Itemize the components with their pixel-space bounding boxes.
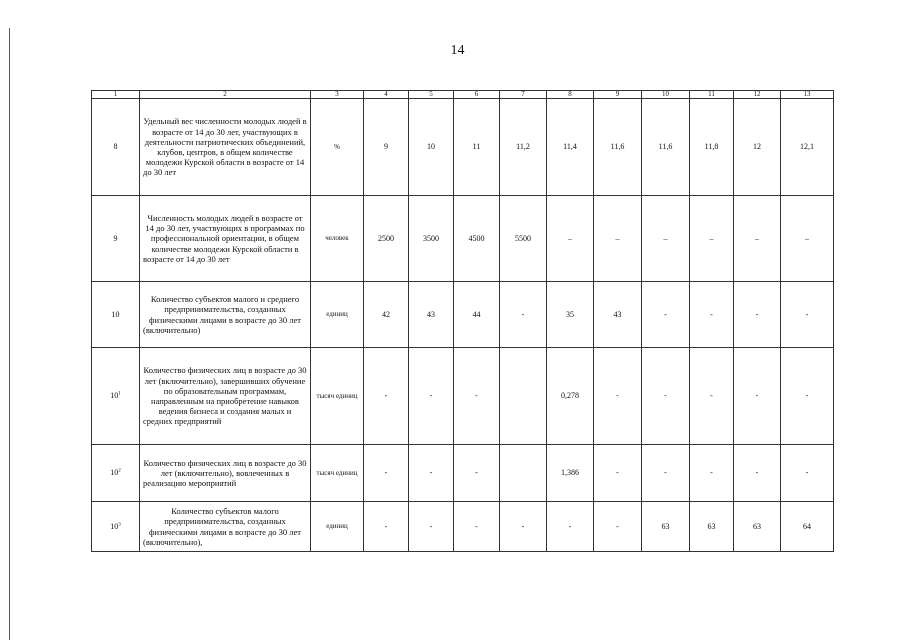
value-cell: -	[500, 502, 547, 552]
value-cell: –	[781, 196, 834, 282]
row-number-text: 10	[110, 521, 119, 531]
value-cell: -	[364, 502, 409, 552]
table-row	[92, 196, 834, 282]
table-row	[92, 502, 834, 552]
value-cell: 63	[734, 502, 781, 552]
value-cell: -	[454, 502, 500, 552]
value-cell: -	[364, 445, 409, 502]
indicator-description: Количество физических лиц в возрасте до 30 лет (включительно), завершивших обучение по образовательным программам, направленным на приобретение навыков ведения бизнеса и создания малых и средних предприятий	[140, 348, 311, 445]
value-cell: -	[454, 445, 500, 502]
value-cell: -	[409, 445, 454, 502]
table-row	[92, 282, 834, 348]
unit-of-measure: тысяч единиц	[311, 348, 364, 445]
value-cell: 63	[642, 502, 690, 552]
value-cell: 5500	[500, 196, 547, 282]
table-row	[92, 99, 834, 196]
table-row	[92, 348, 834, 445]
value-cell: 11,6	[642, 99, 690, 196]
row-number-text: 9	[113, 233, 118, 243]
unit-of-measure: единиц	[311, 502, 364, 552]
unit-of-measure: %	[311, 99, 364, 196]
value-cell: -	[409, 502, 454, 552]
value-cell: –	[547, 196, 594, 282]
value-cell: 4500	[454, 196, 500, 282]
row-number-text: 10	[111, 309, 120, 319]
row-number-superscript: 3	[118, 522, 121, 528]
value-cell: 63	[690, 502, 734, 552]
row-number	[92, 282, 140, 348]
table-row	[92, 445, 834, 502]
value-cell: -	[690, 445, 734, 502]
value-cell: -	[547, 502, 594, 552]
value-cell: 43	[409, 282, 454, 348]
value-cell: 35	[547, 282, 594, 348]
value-cell: -	[734, 282, 781, 348]
column-header-4: 4	[364, 91, 409, 99]
column-header-6: 6	[454, 91, 500, 99]
row-number	[92, 99, 140, 196]
value-cell: 43	[594, 282, 642, 348]
indicator-description: Численность молодых людей в возрасте от 14 до 30 лет, участвующих в программах по профессиональной ориентации, в общем количестве молодежи Курской области в возрасте от 14 до 30 лет	[140, 196, 311, 282]
row-number-superscript: 2	[118, 468, 121, 474]
value-cell: 0,278	[547, 348, 594, 445]
value-cell: 10	[409, 99, 454, 196]
indicator-description: Удельный вес численности молодых людей в возрасте от 14 до 30 лет, участвующих в деятельности патриотических объединений, клубов, центров, в общем количестве молодежи Курской области в возрасте от 14 до 30 лет	[140, 99, 311, 196]
row-number-text: 10	[110, 468, 119, 478]
row-number-superscript: 1	[118, 391, 121, 397]
value-cell: 11,4	[547, 99, 594, 196]
value-cell: 9	[364, 99, 409, 196]
value-cell: 11,8	[690, 99, 734, 196]
value-cell: 44	[454, 282, 500, 348]
value-cell: -	[642, 348, 690, 445]
value-cell: –	[642, 196, 690, 282]
value-cell: -	[781, 445, 834, 502]
row-number-text: 10	[110, 391, 119, 401]
value-cell: 11,2	[500, 99, 547, 196]
value-cell: -	[781, 348, 834, 445]
value-cell: -	[454, 348, 500, 445]
value-cell: -	[690, 282, 734, 348]
scan-edge-line	[9, 28, 10, 640]
value-cell: 3500	[409, 196, 454, 282]
indicator-description: Количество субъектов малого и среднего предпринимательства, созданных физическими лицами в возрасте до 30 лет (включительно)	[140, 282, 311, 348]
value-cell: -	[642, 445, 690, 502]
column-header-11: 11	[690, 91, 734, 99]
column-header-3: 3	[311, 91, 364, 99]
value-cell: 11	[454, 99, 500, 196]
value-cell: 12	[734, 99, 781, 196]
column-header-10: 10	[642, 91, 690, 99]
value-cell: 1,386	[547, 445, 594, 502]
indicator-description: Количество физических лиц в возрасте до 30 лет (включительно), вовлеченных в реализацию мероприятий	[140, 445, 311, 502]
value-cell: -	[594, 348, 642, 445]
value-cell: 64	[781, 502, 834, 552]
column-header-7: 7	[500, 91, 547, 99]
indicator-description: Количество субъектов малого предпринимательства, созданных физическими лицами в возрасте до 30 лет (включительно),	[140, 502, 311, 552]
row-number	[92, 348, 140, 445]
value-cell: –	[734, 196, 781, 282]
value-cell: 2500	[364, 196, 409, 282]
column-header-8: 8	[547, 91, 594, 99]
column-header-2: 2	[140, 91, 311, 99]
value-cell: -	[781, 282, 834, 348]
value-cell: -	[642, 282, 690, 348]
column-header-9: 9	[594, 91, 642, 99]
value-cell: -	[734, 348, 781, 445]
column-header-12: 12	[734, 91, 781, 99]
value-cell: -	[500, 282, 547, 348]
value-cell: 42	[364, 282, 409, 348]
value-cell: -	[690, 348, 734, 445]
value-cell	[500, 445, 547, 502]
page-number: 14	[450, 43, 465, 58]
value-cell: –	[594, 196, 642, 282]
value-cell: -	[409, 348, 454, 445]
row-number	[92, 445, 140, 502]
value-cell: -	[594, 445, 642, 502]
value-cell: 11,6	[594, 99, 642, 196]
row-number	[92, 196, 140, 282]
indicators-table	[91, 90, 834, 552]
column-header-13: 13	[781, 91, 834, 99]
row-number	[92, 502, 140, 552]
value-cell: -	[734, 445, 781, 502]
unit-of-measure: человек	[311, 196, 364, 282]
value-cell: -	[594, 502, 642, 552]
value-cell: 12,1	[781, 99, 834, 196]
unit-of-measure: единиц	[311, 282, 364, 348]
row-number-text: 8	[113, 142, 118, 152]
table-header-row	[92, 91, 834, 99]
value-cell	[500, 348, 547, 445]
value-cell: -	[364, 348, 409, 445]
column-header-1: 1	[92, 91, 140, 99]
unit-of-measure: тысяч единиц	[311, 445, 364, 502]
column-header-5: 5	[409, 91, 454, 99]
value-cell: –	[690, 196, 734, 282]
